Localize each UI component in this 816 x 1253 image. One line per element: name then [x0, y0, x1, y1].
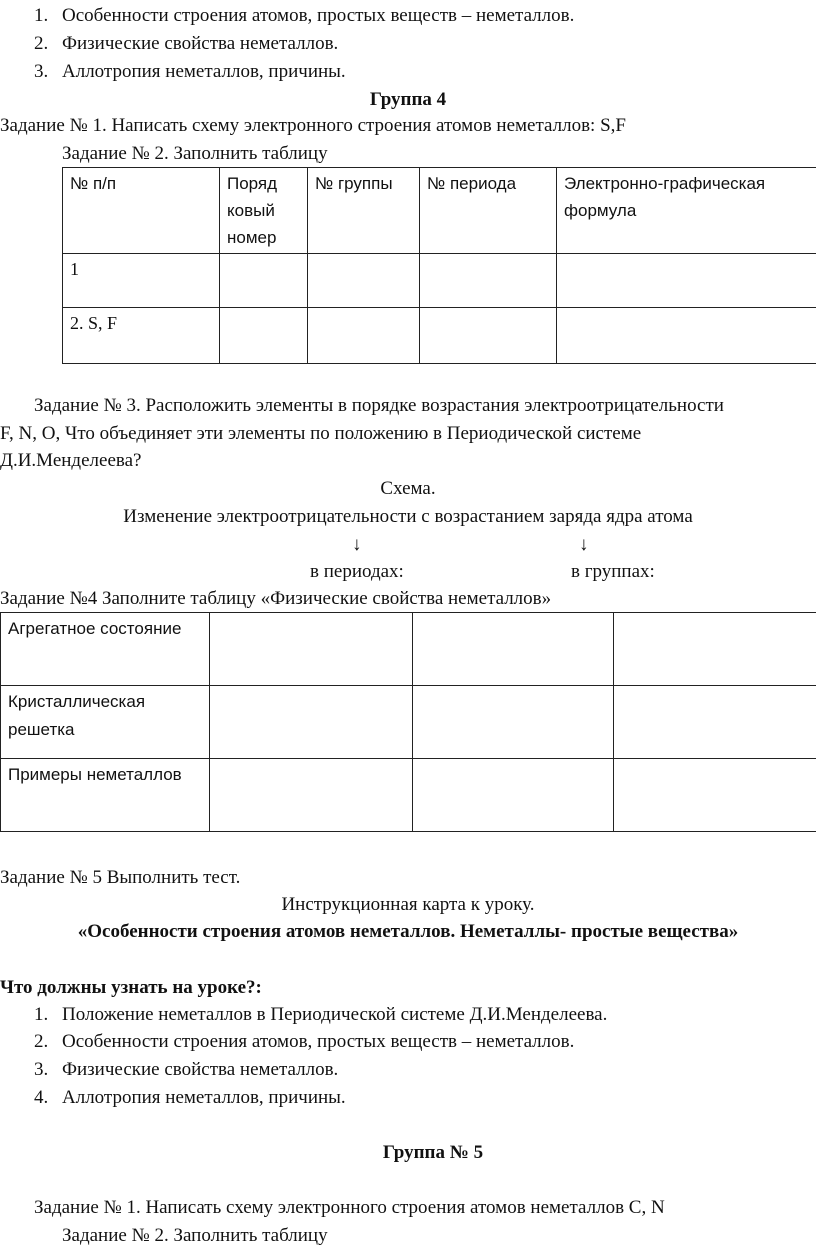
card-subtitle: «Особенности строения атомов неметаллов. Неметаллы- простые вещества» — [77, 921, 739, 942]
table-electron-structure — [62, 167, 816, 364]
list-item: 2. Особенности строения атомов, простых веществ – неметаллов. — [34, 1031, 575, 1052]
header-cell: № периода — [420, 168, 557, 254]
table-physical-properties — [0, 612, 816, 832]
group4-task3-line2: F, N, O, Что объединяет эти элементы по положению в Периодической системе — [0, 423, 642, 444]
group4-task1: Задание № 1. Написать схему электронного строения атомов неметаллов: S,F — [0, 115, 626, 136]
table-row — [63, 254, 816, 308]
scheme-subtitle: Изменение электроотрицательности с возрастанием заряда ядра атома — [123, 506, 693, 527]
table-cell — [308, 254, 420, 308]
list-item: 4. Аллотропия неметаллов, причины. — [34, 1087, 346, 1108]
table-cell — [614, 759, 816, 832]
table-row — [1, 759, 816, 832]
down-arrow-icon: ↓ — [352, 534, 362, 555]
table-cell — [557, 308, 816, 364]
card-question: Что должны узнать на уроке?: — [0, 977, 262, 998]
group4-task3-line1: Задание № 3. Расположить элементы в порядке возрастания электроотрицательности — [34, 395, 724, 416]
table-cell — [220, 308, 308, 364]
table-cell: Примеры неметаллов — [1, 759, 210, 832]
group4-title: Группа 4 — [369, 89, 447, 110]
table-cell: 2. S, F — [63, 308, 220, 364]
group4-task2: Задание № 2. Заполнить таблицу — [62, 143, 328, 164]
scheme-groups: в группах: — [571, 561, 655, 582]
table-cell — [413, 759, 614, 832]
table-cell — [413, 686, 614, 759]
table-cell — [614, 686, 816, 759]
scheme-periods: в периодах: — [310, 561, 404, 582]
list-item: 1. Особенности строения атомов, простых веществ – неметаллов. — [34, 5, 575, 26]
table-cell — [210, 613, 413, 686]
table-cell: Агрегатное состояние — [1, 613, 210, 686]
header-cell: Поряд ковый номер — [220, 168, 308, 254]
group5-task1: Задание № 1. Написать схему электронного строения атомов неметаллов С, N — [34, 1197, 665, 1218]
header-cell: № группы — [308, 168, 420, 254]
table-cell — [420, 308, 557, 364]
table-cell — [420, 254, 557, 308]
down-arrow-icon: ↓ — [579, 534, 589, 555]
table-cell — [308, 308, 420, 364]
group4-task3-line3: Д.И.Менделеева? — [0, 450, 142, 471]
group5-task2: Задание № 2. Заполнить таблицу — [62, 1225, 328, 1246]
table-row — [63, 308, 816, 364]
table-row — [1, 686, 816, 759]
table-cell — [210, 759, 413, 832]
group4-task5: Задание № 5 Выполнить тест. — [0, 867, 241, 888]
table-cell — [210, 686, 413, 759]
card-title: Инструкционная карта к уроку. — [281, 894, 535, 915]
table-cell — [220, 254, 308, 308]
scheme-title: Схема. — [380, 478, 436, 499]
list-item: 1. Положение неметаллов в Периодической системе Д.И.Менделеева. — [34, 1004, 608, 1025]
table-cell — [557, 254, 816, 308]
header-cell: № п/п — [63, 168, 220, 254]
table-cell — [413, 613, 614, 686]
table-cell — [614, 613, 816, 686]
list-item: 3. Аллотропия неметаллов, причины. — [34, 61, 346, 82]
group5-title: Группа № 5 — [382, 1142, 484, 1163]
table-header-row — [63, 168, 816, 254]
table-cell: 1 — [63, 254, 220, 308]
list-item: 2. Физические свойства неметаллов. — [34, 33, 339, 54]
table-cell: Кристаллическая решетка — [1, 686, 210, 759]
header-cell: Электронно-графическая формула — [557, 168, 816, 254]
list-item: 3. Физические свойства неметаллов. — [34, 1059, 339, 1080]
table-row — [1, 613, 816, 686]
group4-task4: Задание №4 Заполните таблицу «Физические свойства неметаллов» — [0, 588, 552, 609]
